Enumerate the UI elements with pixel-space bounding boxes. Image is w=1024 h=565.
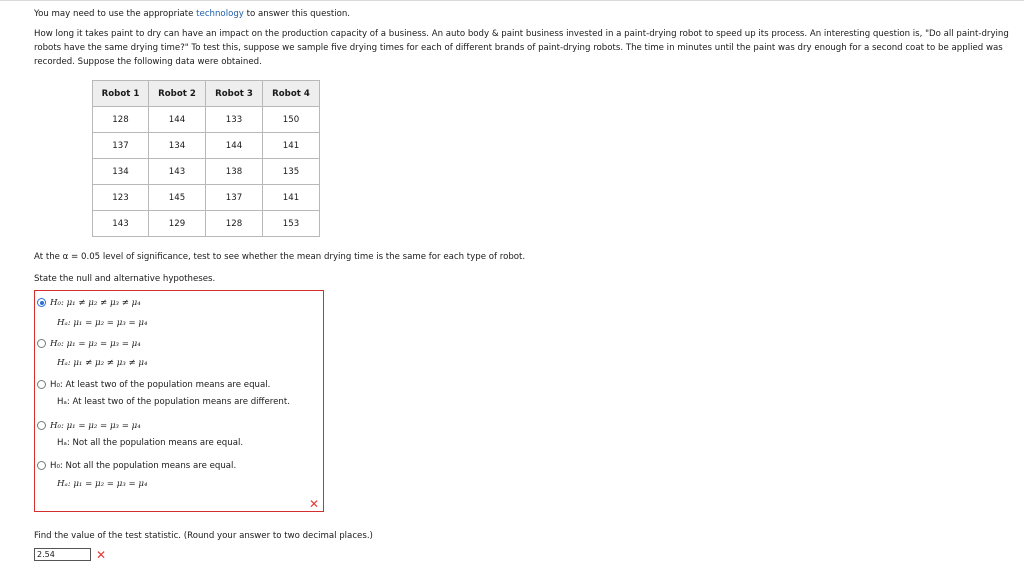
radio-button[interactable] [37, 421, 46, 430]
radio-button[interactable] [37, 339, 46, 348]
table-cell: 134 [149, 133, 206, 159]
table-cell: 128 [93, 107, 149, 133]
table-cell: 133 [206, 107, 263, 133]
table-row [93, 185, 320, 211]
problem-text: How long it takes paint to dry can have an impact on the production capacity of a business. An auto body & paint business invested in a paint-drying robot to speed up its process. An interesting question is, "Do all paint-drying robots have the same drying time?" To test this, suppose we sample five drying times for each of different brands of paint-drying robots. The time in minutes until the paint was dry enough for a second coat to be applied was recorded. Suppose the following data were obtained. [34, 29, 1009, 67]
table-cell: 134 [93, 159, 149, 185]
table-cell: 128 [206, 211, 263, 237]
table-cell: 144 [206, 133, 263, 159]
table-cell: 141 [263, 185, 320, 211]
radio-button[interactable] [37, 380, 46, 389]
test-statistic-input[interactable]: 2.54 [34, 548, 91, 561]
hypotheses-options-group [34, 290, 324, 512]
hypotheses-prompt: State the null and alternative hypotheses. [34, 274, 216, 284]
radio-button-selected[interactable] [37, 298, 46, 307]
table-header: Robot 1 [93, 81, 149, 107]
option-1-ha: Hₐ: μ₁ = μ₂ = μ₃ = μ₄ [57, 318, 148, 328]
option-1-h0: H₀: μ₁ ≠ μ₂ ≠ μ₃ ≠ μ₄ [50, 298, 141, 308]
option-2-h0: H₀: μ₁ = μ₂ = μ₃ = μ₄ [50, 339, 141, 349]
test-statistic-prompt: Find the value of the test statistic. (Round your answer to two decimal places.) [34, 531, 373, 541]
table-cell: 143 [149, 159, 206, 185]
table-cell: 141 [263, 133, 320, 159]
intro-text-after: to answer this question. [243, 9, 351, 19]
technology-link[interactable]: technology [196, 9, 244, 19]
intro-text-before: You may need to use the appropriate [34, 9, 197, 19]
incorrect-answer-x-icon: ✕ [96, 548, 107, 562]
table-cell: 137 [206, 185, 263, 211]
significance-text: At the α = 0.05 level of significance, test to see whether the mean drying time is the same for each type of robot. [34, 252, 526, 262]
intro-line [34, 7, 350, 21]
option-4-h0: H₀: μ₁ = μ₂ = μ₃ = μ₄ [50, 421, 141, 431]
option-3-ha: Hₐ: At least two of the population means are different. [57, 397, 290, 407]
table-row [93, 107, 320, 133]
table-cell: 143 [93, 211, 149, 237]
table-row [93, 211, 320, 237]
table-header-row [93, 81, 320, 107]
incorrect-x-icon: ✕ [309, 497, 320, 511]
option-2-ha: Hₐ: μ₁ ≠ μ₂ ≠ μ₃ ≠ μ₄ [57, 358, 148, 368]
data-table [92, 80, 320, 237]
table-cell: 138 [206, 159, 263, 185]
table-cell: 129 [149, 211, 206, 237]
table-cell: 135 [263, 159, 320, 185]
table-cell: 153 [263, 211, 320, 237]
table-header: Robot 2 [149, 81, 206, 107]
table-cell: 123 [93, 185, 149, 211]
option-5-h0: H₀: Not all the population means are equal. [50, 461, 237, 471]
option-3-h0: H₀: At least two of the population means are equal. [50, 380, 271, 390]
top-divider [0, 0, 1024, 1]
option-4-ha: Hₐ: Not all the population means are equal. [57, 438, 244, 448]
table-header: Robot 4 [263, 81, 320, 107]
table-header: Robot 3 [206, 81, 263, 107]
table-cell: 150 [263, 107, 320, 133]
option-5-ha: Hₐ: μ₁ = μ₂ = μ₃ = μ₄ [57, 479, 148, 489]
table-cell: 137 [93, 133, 149, 159]
table-cell: 145 [149, 185, 206, 211]
table-cell: 144 [149, 107, 206, 133]
table-row [93, 133, 320, 159]
table-row [93, 159, 320, 185]
radio-button[interactable] [37, 461, 46, 470]
